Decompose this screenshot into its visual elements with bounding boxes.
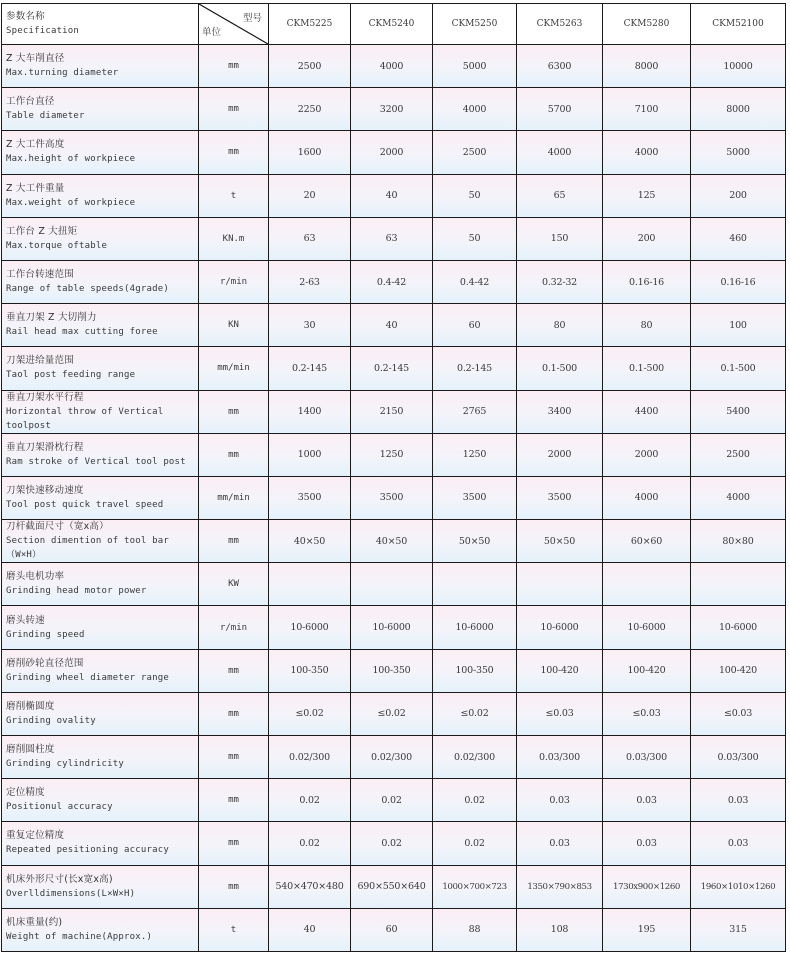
unit-cell: mm/min xyxy=(199,477,269,520)
table-row xyxy=(1,347,786,390)
value-cell: 80×80 xyxy=(691,520,786,563)
value-cell: 0.02/300 xyxy=(269,736,351,779)
value-cell: 0.02/300 xyxy=(433,736,517,779)
value-cell: 6300 xyxy=(517,45,603,88)
param-cell xyxy=(1,650,199,693)
param-name-en: Range of table speeds(4grade) xyxy=(6,284,169,295)
table-row xyxy=(1,736,786,779)
value-cell: 3200 xyxy=(351,88,433,131)
table-row xyxy=(1,131,786,174)
param-name-zh: Z 大工件重量 xyxy=(6,182,65,194)
param-cell xyxy=(1,779,199,822)
value-cell: 4000 xyxy=(603,131,691,174)
value-cell xyxy=(269,563,351,606)
value-cell: 0.02 xyxy=(269,779,351,822)
param-name-en: Horizontal throw of Vertical xyxy=(6,406,164,417)
table-row xyxy=(1,693,786,736)
table-row xyxy=(1,175,786,218)
param-name-en: Positionul accuracy xyxy=(6,802,113,813)
value-cell: 80 xyxy=(517,304,603,347)
unit-cell: KN xyxy=(199,304,269,347)
param-name-en: Grinding speed xyxy=(6,629,85,640)
unit-cell: mm xyxy=(199,693,269,736)
value-cell: 10000 xyxy=(691,45,786,88)
value-cell: 100-350 xyxy=(433,650,517,693)
value-cell: 1730x900×1260 xyxy=(603,866,691,909)
value-cell: 0.03/300 xyxy=(603,736,691,779)
param-cell xyxy=(1,909,199,952)
param-name-zh: 工作台直径 xyxy=(6,96,55,108)
param-name-en: （W×H） xyxy=(6,550,42,561)
param-name-en: Weight of machine(Approx.) xyxy=(6,931,153,942)
param-name-zh: 工作台 Z 大扭矩 xyxy=(6,225,78,237)
param-cell xyxy=(1,822,199,865)
unit-cell: mm xyxy=(199,434,269,477)
value-cell: 0.02 xyxy=(433,822,517,865)
param-cell xyxy=(1,391,199,434)
value-cell: 40 xyxy=(351,175,433,218)
value-cell: 3500 xyxy=(517,477,603,520)
table-row xyxy=(1,391,786,434)
value-cell: 150 xyxy=(517,218,603,261)
value-cell: 3500 xyxy=(269,477,351,520)
value-cell: 0.4-42 xyxy=(433,261,517,304)
value-cell xyxy=(517,563,603,606)
model-header: CKM5240 xyxy=(351,3,433,45)
param-name-zh: 工作台转速范围 xyxy=(6,269,74,281)
param-name-en: Section dimention of tool bar xyxy=(6,536,169,547)
value-cell: 4000 xyxy=(433,88,517,131)
value-cell: 50×50 xyxy=(433,520,517,563)
unit-cell: mm xyxy=(199,736,269,779)
param-name-zh: 垂直刀架水平行程 xyxy=(6,391,84,403)
value-cell: 0.16-16 xyxy=(603,261,691,304)
value-cell: 1250 xyxy=(433,434,517,477)
value-cell: 0.03 xyxy=(603,779,691,822)
table-row xyxy=(1,218,786,261)
header-corner-cell xyxy=(199,3,269,45)
value-cell: 2250 xyxy=(269,88,351,131)
value-cell: 60 xyxy=(351,909,433,952)
param-cell xyxy=(1,304,199,347)
param-cell xyxy=(1,563,199,606)
unit-cell: mm xyxy=(199,822,269,865)
value-cell: 20 xyxy=(269,175,351,218)
param-name-en: Grinding cylindricity xyxy=(6,759,124,770)
value-cell: 195 xyxy=(603,909,691,952)
param-name-zh: 机床重量(约) xyxy=(6,916,63,928)
value-cell: 0.02 xyxy=(433,779,517,822)
value-cell: 2-63 xyxy=(269,261,351,304)
value-cell: 0.03 xyxy=(517,822,603,865)
unit-cell: mm xyxy=(199,650,269,693)
value-cell: 2500 xyxy=(269,45,351,88)
header-param-en: Specification xyxy=(6,26,80,36)
param-name-zh: 刀杆截面尺寸（宽x高） xyxy=(6,521,109,533)
value-cell: 2500 xyxy=(433,131,517,174)
param-cell xyxy=(1,131,199,174)
value-cell: 540×470×480 xyxy=(269,866,351,909)
value-cell: 10-6000 xyxy=(433,606,517,649)
value-cell: 10-6000 xyxy=(351,606,433,649)
value-cell: 1600 xyxy=(269,131,351,174)
value-cell: 2500 xyxy=(691,434,786,477)
table-row xyxy=(1,45,786,88)
param-name-zh: 定位精度 xyxy=(6,787,45,799)
value-cell: 0.02 xyxy=(269,822,351,865)
value-cell: 63 xyxy=(269,218,351,261)
unit-cell: mm xyxy=(199,88,269,131)
param-cell xyxy=(1,693,199,736)
value-cell: 5000 xyxy=(691,131,786,174)
param-name-zh: Z 大工件高度 xyxy=(6,139,65,151)
param-name-en: Table diameter xyxy=(6,111,85,122)
value-cell: ≤0.02 xyxy=(351,693,433,736)
value-cell: ≤0.03 xyxy=(691,693,786,736)
param-cell xyxy=(1,520,199,563)
table-row xyxy=(1,606,786,649)
value-cell: 10-6000 xyxy=(269,606,351,649)
param-cell xyxy=(1,45,199,88)
value-cell: 4000 xyxy=(517,131,603,174)
value-cell: 0.2-145 xyxy=(269,347,351,390)
value-cell: 40 xyxy=(351,304,433,347)
table-row xyxy=(1,563,786,606)
value-cell: 3500 xyxy=(433,477,517,520)
unit-cell: KN.m xyxy=(199,218,269,261)
param-name-zh: 磨头电机功率 xyxy=(6,571,65,583)
value-cell: 0.1-500 xyxy=(517,347,603,390)
value-cell xyxy=(433,563,517,606)
param-name-zh: 磨削圆柱度 xyxy=(6,744,55,756)
param-cell xyxy=(1,88,199,131)
value-cell: 0.03 xyxy=(691,822,786,865)
value-cell: 5700 xyxy=(517,88,603,131)
value-cell: 1400 xyxy=(269,391,351,434)
model-header: CKM5263 xyxy=(517,3,603,45)
value-cell: 1250 xyxy=(351,434,433,477)
value-cell: 460 xyxy=(691,218,786,261)
unit-cell: mm xyxy=(199,779,269,822)
param-name-zh: 刀架快速移动速度 xyxy=(6,484,84,496)
value-cell: 100-420 xyxy=(517,650,603,693)
value-cell: 0.03 xyxy=(517,779,603,822)
value-cell: 100 xyxy=(691,304,786,347)
value-cell: 60×60 xyxy=(603,520,691,563)
value-cell: 0.02 xyxy=(351,779,433,822)
value-cell: 88 xyxy=(433,909,517,952)
value-cell: 315 xyxy=(691,909,786,952)
value-cell: 5000 xyxy=(433,45,517,88)
param-cell xyxy=(1,175,199,218)
table-row xyxy=(1,779,786,822)
param-name-en: Max.turning diameter xyxy=(6,68,119,79)
value-cell: 40×50 xyxy=(269,520,351,563)
value-cell: 100-420 xyxy=(691,650,786,693)
value-cell: ≤0.03 xyxy=(603,693,691,736)
value-cell: 7100 xyxy=(603,88,691,131)
value-cell: 108 xyxy=(517,909,603,952)
table-row xyxy=(1,304,786,347)
param-name-en: Grinding ovality xyxy=(6,715,96,726)
value-cell: 0.16-16 xyxy=(691,261,786,304)
param-name-en: Max.weight of workpiece xyxy=(6,197,136,208)
corner-unit-label: 单位 xyxy=(202,27,222,38)
value-cell: 0.32-32 xyxy=(517,261,603,304)
param-name-zh: 磨头转速 xyxy=(6,614,45,626)
header-param-zh: 参数名称 xyxy=(6,11,45,22)
value-cell: 200 xyxy=(603,218,691,261)
param-name-en: toolpost xyxy=(6,420,51,431)
header-param-cell xyxy=(1,3,199,45)
value-cell: 60 xyxy=(433,304,517,347)
model-header: CKM5280 xyxy=(603,3,691,45)
value-cell: 2765 xyxy=(433,391,517,434)
value-cell: 0.2-145 xyxy=(351,347,433,390)
table-row xyxy=(1,434,786,477)
value-cell: 40×50 xyxy=(351,520,433,563)
value-cell: 100-350 xyxy=(269,650,351,693)
param-name-en: Max.torque oftable xyxy=(6,240,108,251)
corner-model-label: 型号 xyxy=(242,13,262,24)
param-name-zh: 刀架进给量范围 xyxy=(6,355,74,367)
param-name-zh: 磨削椭圆度 xyxy=(6,700,55,712)
value-cell: 0.1-500 xyxy=(603,347,691,390)
unit-cell: mm/min xyxy=(199,347,269,390)
value-cell: 690×550×640 xyxy=(351,866,433,909)
unit-cell: r/min xyxy=(199,261,269,304)
param-name-zh: 垂直刀架滑枕行程 xyxy=(6,441,84,453)
value-cell: ≤0.03 xyxy=(517,693,603,736)
value-cell: 1960×1010×1260 xyxy=(691,866,786,909)
value-cell: 0.03/300 xyxy=(517,736,603,779)
param-name-zh: 重复定位精度 xyxy=(6,830,65,842)
value-cell: 1350×790×853 xyxy=(517,866,603,909)
table-row xyxy=(1,650,786,693)
value-cell: 200 xyxy=(691,175,786,218)
value-cell: 50 xyxy=(433,175,517,218)
value-cell: 0.03/300 xyxy=(691,736,786,779)
unit-cell: mm xyxy=(199,45,269,88)
spec-table xyxy=(1,3,786,952)
param-cell xyxy=(1,866,199,909)
value-cell: 10-6000 xyxy=(517,606,603,649)
value-cell: 5400 xyxy=(691,391,786,434)
param-name-en: Taol post feeding range xyxy=(6,370,136,381)
value-cell: 8000 xyxy=(691,88,786,131)
param-name-zh: 磨削砂轮直径范围 xyxy=(6,657,84,669)
model-header: CKM5250 xyxy=(433,3,517,45)
model-header: CKM52100 xyxy=(691,3,786,45)
table-row xyxy=(1,822,786,865)
value-cell xyxy=(691,563,786,606)
value-cell: 50×50 xyxy=(517,520,603,563)
param-name-en: Max.height of workpiece xyxy=(6,154,136,165)
value-cell: 2000 xyxy=(603,434,691,477)
param-name-en: Grinding wheel diameter range xyxy=(6,672,169,683)
value-cell: 0.02/300 xyxy=(351,736,433,779)
unit-cell: mm xyxy=(199,391,269,434)
unit-cell: mm xyxy=(199,131,269,174)
value-cell: 2000 xyxy=(517,434,603,477)
value-cell: 50 xyxy=(433,218,517,261)
param-name-en: Repeated pesitioning accuracy xyxy=(6,845,169,856)
value-cell: 100-350 xyxy=(351,650,433,693)
value-cell: 10-6000 xyxy=(691,606,786,649)
param-name-en: Rail head max cutting foree xyxy=(6,327,158,338)
value-cell: 40 xyxy=(269,909,351,952)
value-cell: 4000 xyxy=(603,477,691,520)
value-cell: 100-420 xyxy=(603,650,691,693)
param-cell xyxy=(1,606,199,649)
value-cell: 0.4-42 xyxy=(351,261,433,304)
param-cell xyxy=(1,261,199,304)
unit-cell: mm xyxy=(199,520,269,563)
value-cell: 2150 xyxy=(351,391,433,434)
value-cell: 3500 xyxy=(351,477,433,520)
unit-cell: r/min xyxy=(199,606,269,649)
param-name-zh: 垂直刀架 Z 大切削力 xyxy=(6,312,97,324)
table-row xyxy=(1,909,786,952)
value-cell: 1000×700×723 xyxy=(433,866,517,909)
value-cell: 125 xyxy=(603,175,691,218)
value-cell: 3400 xyxy=(517,391,603,434)
value-cell xyxy=(351,563,433,606)
value-cell: 0.03 xyxy=(691,779,786,822)
value-cell xyxy=(603,563,691,606)
param-name-en: Grinding head motor power xyxy=(6,586,147,597)
param-cell xyxy=(1,477,199,520)
value-cell: 4000 xyxy=(351,45,433,88)
value-cell: 0.2-145 xyxy=(433,347,517,390)
table-row xyxy=(1,477,786,520)
value-cell: 80 xyxy=(603,304,691,347)
value-cell: 1000 xyxy=(269,434,351,477)
unit-cell: t xyxy=(199,175,269,218)
param-cell xyxy=(1,434,199,477)
param-cell xyxy=(1,736,199,779)
value-cell: 0.02 xyxy=(351,822,433,865)
value-cell: 0.1-500 xyxy=(691,347,786,390)
param-name-en: Overlldimensions(L×W×H) xyxy=(6,888,136,899)
unit-cell: mm xyxy=(199,866,269,909)
param-cell xyxy=(1,347,199,390)
value-cell: 10-6000 xyxy=(603,606,691,649)
table-row xyxy=(1,866,786,909)
model-header: CKM5225 xyxy=(269,3,351,45)
value-cell: 30 xyxy=(269,304,351,347)
table-row xyxy=(1,520,786,563)
value-cell: 65 xyxy=(517,175,603,218)
value-cell: 4000 xyxy=(691,477,786,520)
table-row xyxy=(1,88,786,131)
value-cell: 8000 xyxy=(603,45,691,88)
value-cell: 2000 xyxy=(351,131,433,174)
unit-cell: KW xyxy=(199,563,269,606)
value-cell: ≤0.02 xyxy=(269,693,351,736)
param-name-zh: 机床外形尺寸(长x宽x高) xyxy=(6,873,113,885)
value-cell: 4400 xyxy=(603,391,691,434)
table-row xyxy=(1,261,786,304)
value-cell: ≤0.02 xyxy=(433,693,517,736)
value-cell: 0.03 xyxy=(603,822,691,865)
header-row xyxy=(1,3,786,45)
param-cell xyxy=(1,218,199,261)
param-name-en: Tool post quick travel speed xyxy=(6,499,164,510)
unit-cell: t xyxy=(199,909,269,952)
param-name-zh: Z 大车削直径 xyxy=(6,53,65,65)
param-name-en: Ram stroke of Vertical tool post xyxy=(6,456,186,467)
value-cell: 63 xyxy=(351,218,433,261)
